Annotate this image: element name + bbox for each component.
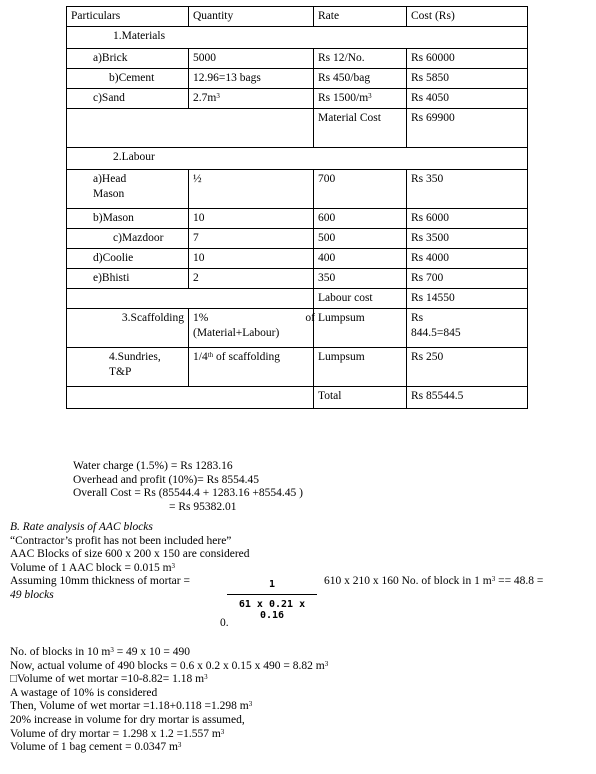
item-bhisti: e)Bhisti [67, 269, 189, 289]
rate-mason: 600 [314, 209, 407, 229]
block-calculations [10, 646, 590, 755]
rate-cement: Rs 450/bag [314, 69, 407, 89]
qty-mason: 10 [189, 209, 314, 229]
section-b-heading: B. Rate analysis of AAC blocks [10, 521, 153, 533]
item-coolie: d)Coolie [67, 249, 189, 269]
contractor-note: “Contractor’s profit has not been included here” [10, 534, 232, 547]
cost-summary [73, 460, 596, 514]
rate-scaffolding: Lumpsum [314, 309, 407, 348]
qty-brick: 5000 [189, 49, 314, 69]
cost-head-mason: Rs 350 [407, 170, 528, 209]
calc-line: No. of blocks in 10 $m^3 = 49$ x 10 = 490 [10, 646, 191, 658]
item-mazdoor: c)Mazdoor [67, 229, 189, 249]
table-row [67, 209, 528, 229]
cost-mason: Rs 6000 [407, 209, 528, 229]
calc-line: Volume of 1 bag cement = 0.0347 $m^3$ [10, 741, 182, 754]
header-row [67, 7, 528, 27]
mortar-fraction [227, 579, 317, 621]
cost-mazdoor: Rs 3500 [407, 229, 528, 249]
qty-mazdoor: 7 [189, 229, 314, 249]
fraction-numerator: 1 [268, 579, 276, 590]
item-mason: b)Mason [67, 209, 189, 229]
labour-title: 2.Labour [67, 148, 528, 170]
fraction-tail: 0. [220, 617, 229, 629]
total-row [67, 387, 528, 409]
cost-sand: Rs 4050 [407, 89, 528, 109]
item-scaffolding: 3.Scaffolding [67, 309, 189, 348]
mortar-line: Assuming 10mm thickness of mortar = 610 x 210 x 160 No. of block in 1 $m^3 == 48.8$ = [10, 575, 544, 588]
qty-sundries: 1/4th of scaffolding [189, 348, 314, 387]
rate-sand: Rs $1500/m^3$ [314, 89, 407, 109]
sundries-row [67, 348, 528, 387]
fraction-bar [227, 594, 317, 595]
item-head-mason: a)Head Mason [67, 170, 189, 209]
cost-bhisti: Rs 700 [407, 269, 528, 289]
materials-title: 1.Materials [67, 27, 528, 49]
calc-line: Then, Volume of wet mortar =1.18+0.118 =1.298 $m^3$ [10, 700, 253, 713]
material-cost-value: Rs 69900 [407, 109, 528, 148]
calc-line: □Volume of wet mortar =10-8.82= 1.18 $m^3$ [10, 673, 208, 686]
qty-coolie: 10 [189, 249, 314, 269]
table-row [67, 69, 528, 89]
rate-head-mason: 700 [314, 170, 407, 209]
materials-title-row [67, 27, 528, 49]
rate-analysis-table [66, 6, 528, 409]
blocks-result: 49 blocks [10, 588, 54, 601]
labour-title-row [67, 148, 528, 170]
table-row [67, 170, 528, 209]
table-row [67, 89, 528, 109]
header-particulars: Particulars [67, 7, 189, 27]
rate-bhisti: 350 [314, 269, 407, 289]
material-subtotal-row [67, 109, 528, 148]
cost-scaffolding: Rs 844.5=845 [407, 309, 528, 348]
header-cost: Cost (Rs) [407, 7, 528, 27]
qty-cement: 12.96=13 bags [189, 69, 314, 89]
block-volume-line: Volume of 1 AAC block = 0.015 $m^3$ [10, 561, 176, 574]
block-size-line: AAC Blocks of size 600 x 200 x 150 are considered [10, 548, 250, 561]
table-row [67, 229, 528, 249]
header-rate: Rate [314, 7, 407, 27]
table-row [67, 269, 528, 289]
overall-cost-line: Overall Cost = Rs (85544.4 + 1283.16 +8554.45 ) [73, 487, 303, 500]
qty-head-mason: ½ [189, 170, 314, 209]
material-cost-label: Material Cost [314, 109, 407, 148]
total-label: Total [314, 387, 407, 409]
qty-sand: $2.7m^3$ [189, 89, 314, 109]
cost-cement: Rs 5850 [407, 69, 528, 89]
cost-coolie: Rs 4000 [407, 249, 528, 269]
rate-brick: Rs 12/No. [314, 49, 407, 69]
rate-mazdoor: 500 [314, 229, 407, 249]
calc-line: A wastage of 10% is considered [10, 686, 158, 699]
header-quantity: Quantity [189, 7, 314, 27]
item-sand: c)Sand [67, 89, 189, 109]
item-brick: a)Brick [67, 49, 189, 69]
rate-sundries: Lumpsum [314, 348, 407, 387]
cost-sundries: Rs 250 [407, 348, 528, 387]
calc-line: Volume of dry mortar = 1.298 x 1.2 =1.557 $m^3$ [10, 727, 225, 740]
labour-subtotal-row [67, 289, 528, 309]
total-value: Rs 85544.5 [407, 387, 528, 409]
qty-bhisti: 2 [189, 269, 314, 289]
cost-brick: Rs 60000 [407, 49, 528, 69]
overall-cost-result: = Rs 95382.01 [169, 500, 237, 513]
item-sundries: 4.Sundries, T&P [67, 348, 189, 387]
calc-line: Now, actual volume of 490 blocks = 0.6 x 0.2 x 0.15 x 490 = 8.82 $m^3$ [10, 659, 329, 672]
qty-scaffolding: 1% of (Material+Labour) [189, 309, 314, 348]
scaffolding-row [67, 309, 528, 348]
item-cement: b)Cement [67, 69, 189, 89]
water-charge-line: Water charge (1.5%) = Rs 1283.16 [73, 460, 233, 472]
labour-cost-label: Labour cost [314, 289, 407, 309]
table-row [67, 49, 528, 69]
labour-cost-value: Rs 14550 [407, 289, 528, 309]
rate-coolie: 400 [314, 249, 407, 269]
fraction-denominator: 61 x 0.21 x 0.16 [238, 599, 306, 621]
overhead-line: Overhead and profit (10%)= Rs 8554.45 [73, 473, 259, 486]
table-row [67, 249, 528, 269]
calc-line: 20% increase in volume for dry mortar is assumed, [10, 713, 245, 726]
